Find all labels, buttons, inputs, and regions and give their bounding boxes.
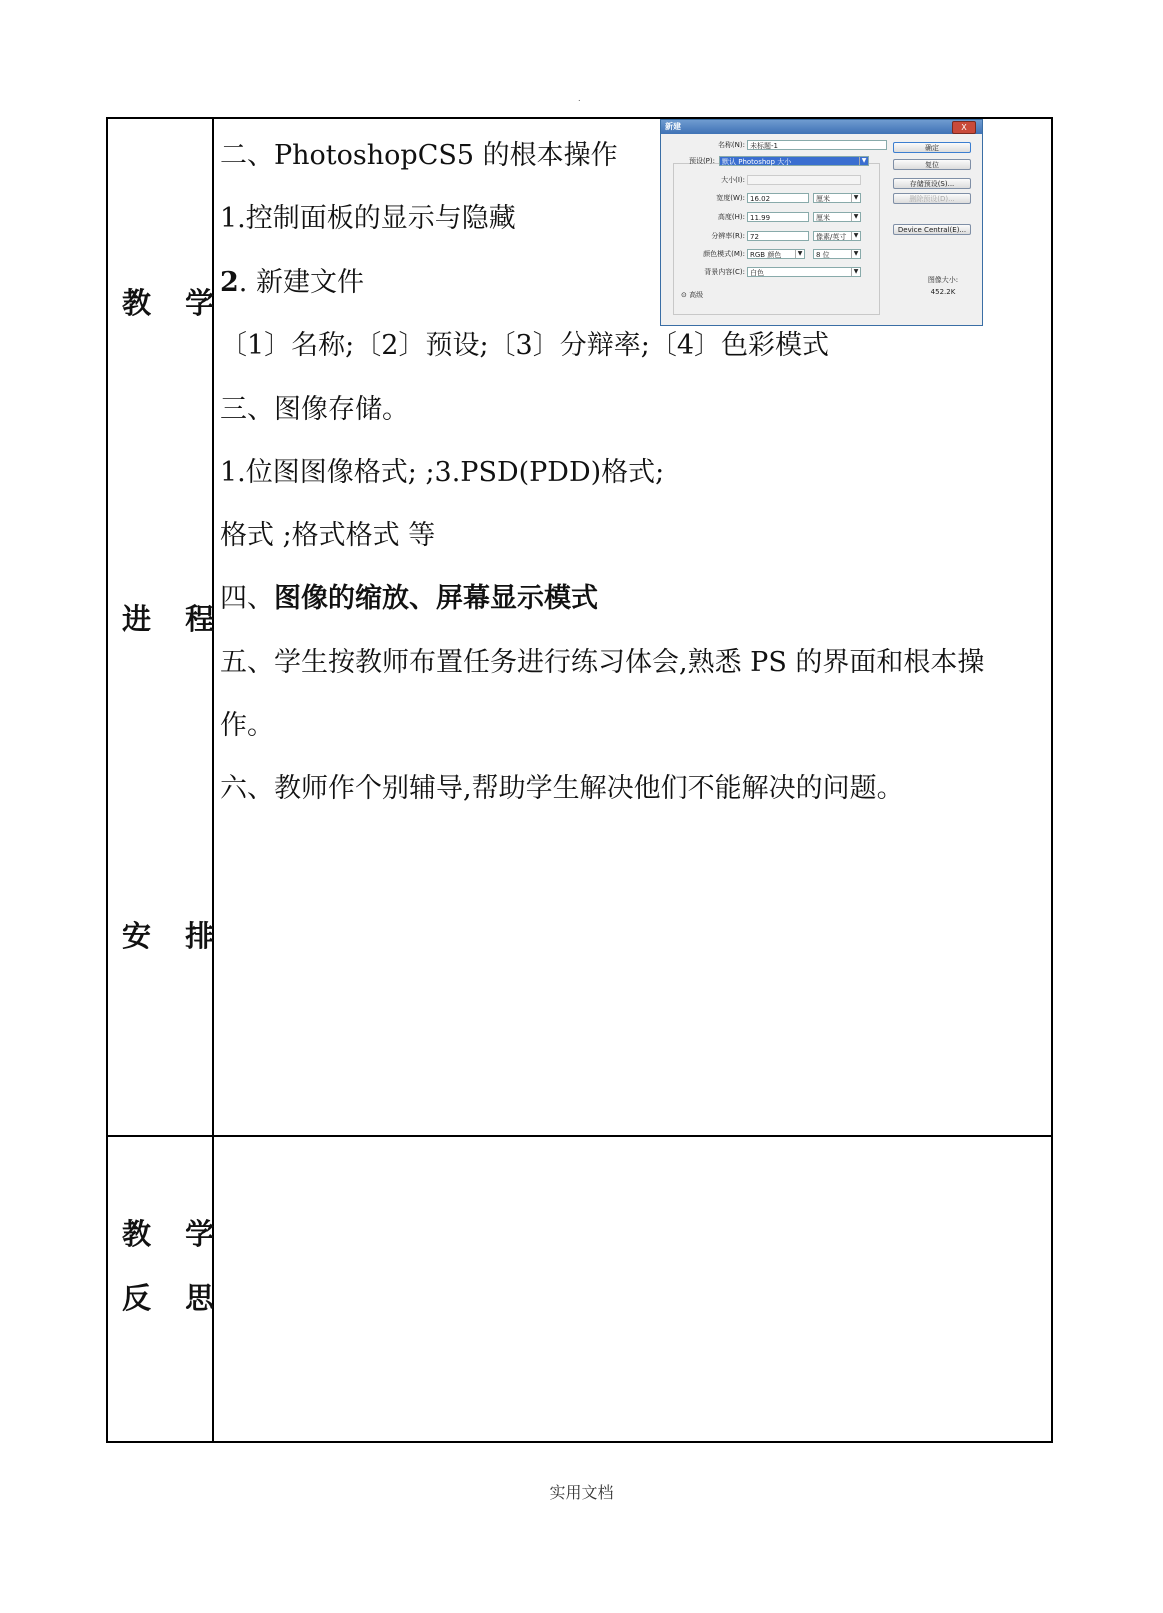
row-divider [108, 1135, 1051, 1137]
delete-preset-button: 删除预设(D)... [893, 193, 971, 204]
content-line-6: 1.位图图像格式; ;3.PSD(PDD)格式; [220, 457, 665, 488]
content-line-2: 1.控制面板的显示与隐藏 [220, 203, 516, 234]
header-dot: . [578, 94, 581, 103]
width-unit-select[interactable] [813, 193, 861, 203]
background-select[interactable] [747, 267, 861, 277]
chevron-down-icon: ▼ [851, 268, 860, 276]
height-unit-select[interactable] [813, 212, 861, 222]
preset-label: 预设(P): [688, 157, 715, 165]
width-label: 宽度(W): [716, 194, 745, 202]
new-document-dialog [660, 119, 983, 326]
content-line-3-text: . 新建文件 [238, 267, 364, 298]
bit-depth-value: 8 位 [816, 251, 830, 259]
content-line-7: 格式 ;格式格式 等 [220, 520, 436, 551]
height-unit-value: 厘米 [816, 214, 830, 222]
label-process-1: 教 学 [122, 286, 227, 320]
color-mode-label: 颜色模式(M): [703, 250, 745, 258]
advanced-toggle[interactable] [681, 290, 703, 301]
label-reflection-2: 反 思 [122, 1281, 227, 1315]
content-line-8-prefix: 四、 [220, 583, 274, 614]
name-label: 名称(N): [717, 141, 745, 149]
background-value: 白色 [750, 269, 764, 277]
content-line-3 [220, 260, 364, 299]
label-process-2: 进 程 [122, 602, 227, 636]
advanced-label: 高级 [689, 291, 704, 299]
image-size-value: 452.2K [930, 288, 956, 296]
content-line-8-heading: 图像的缩放、屏幕显示模式 [274, 583, 598, 614]
dialog-title: 新建 [661, 120, 982, 134]
reset-button[interactable]: 复位 [893, 159, 971, 170]
bit-depth-select[interactable] [813, 249, 861, 259]
device-central-button[interactable]: Device Central(E)... [893, 224, 971, 235]
content-line-5: 三、图像存储。 [220, 394, 409, 425]
resolution-label: 分辨率(R): [711, 232, 745, 240]
content-line-9: 五、学生按教师布置任务进行练习体会,熟悉 PS 的界面和根本操 [220, 647, 985, 678]
image-size-label: 图像大小: [927, 276, 959, 284]
chevron-down-icon: ⊙ [681, 291, 687, 299]
background-label: 背景内容(C): [704, 268, 745, 276]
label-process-3: 安 排 [122, 919, 227, 953]
chevron-down-icon: ▼ [795, 250, 804, 258]
color-mode-value: RGB 颜色 [750, 251, 782, 259]
label-reflection-1: 教 学 [122, 1217, 227, 1251]
resolution-unit-select[interactable] [813, 231, 861, 241]
width-unit-value: 厘米 [816, 195, 830, 203]
color-mode-select[interactable] [747, 249, 805, 259]
content-line-3-number: 2 [220, 267, 239, 298]
ok-button[interactable]: 确定 [893, 142, 971, 153]
chevron-down-icon: ▼ [851, 232, 860, 240]
chevron-down-icon: ▼ [859, 157, 868, 165]
save-preset-button[interactable]: 存储预设(S)... [893, 178, 971, 189]
size-select [747, 175, 861, 185]
height-field[interactable]: 11.99 [747, 212, 809, 222]
preset-value: 默认 Photoshop 大小 [722, 158, 792, 166]
content-line-10: 作。 [220, 710, 274, 741]
chevron-down-icon: ▼ [851, 194, 860, 202]
size-label: 大小(I): [721, 176, 745, 184]
chevron-down-icon: ▼ [851, 250, 860, 258]
resolution-unit-value: 像素/英寸 [816, 233, 847, 241]
height-label: 高度(H): [717, 213, 745, 221]
resolution-field[interactable]: 72 [747, 231, 809, 241]
name-field[interactable]: 未标题-1 [747, 140, 887, 150]
content-line-8 [220, 576, 598, 615]
preset-select[interactable] [719, 156, 869, 166]
content-line-1: 二、PhotoshopCS5 的根本操作 [220, 140, 618, 171]
footer-text: 实用文档 [549, 1483, 614, 1502]
chevron-down-icon: ▼ [851, 213, 860, 221]
content-line-11: 六、教师作个别辅导,帮助学生解决他们不能解决的问题。 [220, 773, 904, 804]
width-field[interactable]: 16.02 [747, 193, 809, 203]
content-line-4: 〔1〕名称;〔2〕预设;〔3〕分辩率;〔4〕色彩模式 [220, 330, 830, 361]
close-icon[interactable]: X [952, 121, 976, 134]
